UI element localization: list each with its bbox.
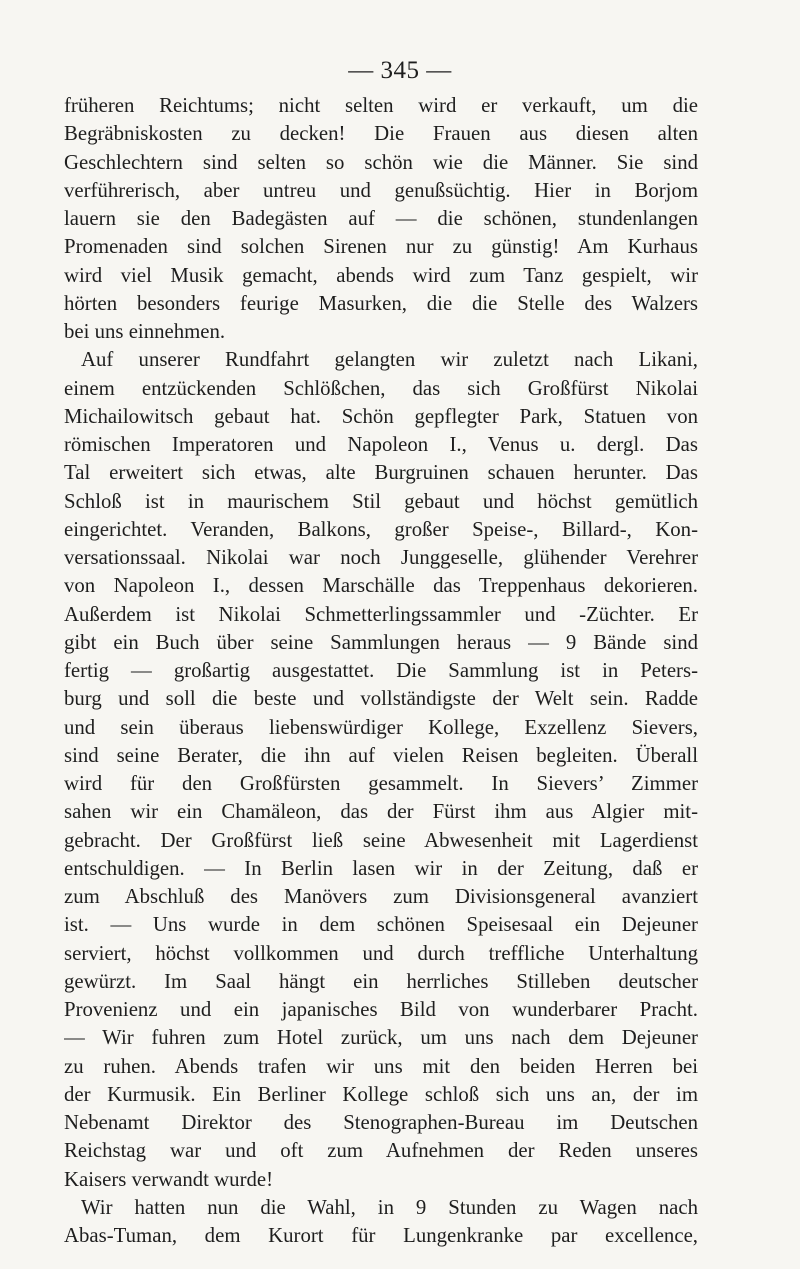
text-line: Außerdem ist Nikolai Schmetterlingssammler und -Züchter. Er xyxy=(64,602,698,626)
text-line: gewürzt. Im Saal hängt ein herrliches Stilleben deutscher xyxy=(64,969,698,993)
text-line: und sein überaus liebenswürdiger Kollege, Exzellenz Sievers, xyxy=(64,715,698,739)
text-line: gebracht. Der Großfürst ließ seine Abwesenheit mit Lagerdienst xyxy=(64,828,698,852)
page-number: — 345 — xyxy=(348,57,452,84)
text-line: fertig — großartig ausgestattet. Die Sammlung ist in Peters- xyxy=(64,659,698,682)
text-line: — Wir fuhren zum Hotel zurück, um uns nach dem Dejeuner xyxy=(64,1026,698,1050)
body-text xyxy=(64,92,698,1250)
text-line: sahen wir ein Chamäleon, das der Fürst ihm aus Algier mit- xyxy=(64,800,698,824)
text-line: gibt ein Buch über seine Sammlungen heraus — 9 Bände sind xyxy=(64,630,698,654)
text-line: Michailowitsch gebaut hat. Schön gepflegter Park, Statuen von xyxy=(64,404,698,428)
text-line: sind seine Berater, die ihn auf vielen Reisen begleiten. Überall xyxy=(64,743,698,767)
text-line: zu ruhen. Abends trafen wir uns mit den beiden Herren bei xyxy=(64,1054,698,1078)
text-line: entschuldigen. — In Berlin lasen wir in der Zeitung, daß er xyxy=(64,856,698,880)
text-line: serviert, höchst vollkommen und durch treffliche Unterhaltung xyxy=(64,941,698,965)
text-line: Begräbniskosten zu decken! Die Frauen aus diesen alten xyxy=(64,122,698,146)
text-line: einem entzückenden Schlößchen, das sich Großfürst Nikolai xyxy=(64,376,698,400)
text-line: verführerisch, aber untreu und genußsüchtig. Hier in Borjom xyxy=(64,178,698,202)
text-line: von Napoleon I., dessen Marschälle das Treppenhaus dekorieren. xyxy=(64,574,698,598)
text-line: hörten besonders feurige Masurken, die die Stelle des Walzers xyxy=(64,291,698,315)
text-line: Geschlechtern sind selten so schön wie die Männer. Sie sind xyxy=(64,150,698,174)
text-line: römischen Imperatoren und Napoleon I., Venus u. dergl. Das xyxy=(64,433,698,456)
text-line: Promenaden sind solchen Sirenen nur zu günstig! Am Kurhaus xyxy=(64,235,698,259)
text-line: wird viel Musik gemacht, abends wird zum Tanz gespielt, wir xyxy=(64,263,698,287)
text-line: der Kurmusik. Ein Berliner Kollege schloß sich uns an, der im xyxy=(64,1082,698,1106)
text-line: bei uns einnehmen. xyxy=(64,320,226,343)
text-line: Reichstag war und oft zum Aufnehmen der Reden unseres xyxy=(64,1139,698,1163)
text-line: Abas-Tuman, dem Kurort für Lungenkranke par excellence, xyxy=(64,1224,698,1247)
text-line: eingerichtet. Veranden, Balkons, großer Speise-, Billard-, Kon- xyxy=(64,517,698,541)
text-line: früheren Reichtums; nicht selten wird er verkauft, um die xyxy=(64,94,698,117)
text-line: Tal erweitert sich etwas, alte Burgruinen schauen herunter. Das xyxy=(64,461,698,485)
text-line: burg und soll die beste und vollständigste der Welt sein. Radde xyxy=(64,687,698,711)
text-line: wird für den Großfürsten gesammelt. In Sievers’ Zimmer xyxy=(64,772,698,795)
text-line: Kaisers verwandt wurde! xyxy=(64,1167,274,1191)
text-line: Nebenamt Direktor des Stenographen-Bureau im Deutschen xyxy=(64,1111,698,1134)
text-line: Auf unserer Rundfahrt gelangten wir zuletzt nach Likani, xyxy=(81,348,698,372)
text-line: versationssaal. Nikolai war noch Junggeselle, glühender Verehrer xyxy=(64,546,698,569)
text-line: zum Abschluß des Manövers zum Divisionsgeneral avanziert xyxy=(64,885,698,908)
text-line: Wir hatten nun die Wahl, in 9 Stunden zu Wagen nach xyxy=(81,1195,698,1219)
text-line: ist. — Uns wurde in dem schönen Speisesaal ein Dejeuner xyxy=(64,913,698,937)
text-line: Provenienz und ein japanisches Bild von wunderbarer Pracht. xyxy=(64,998,698,1021)
text-line: lauern sie den Badegästen auf — die schönen, stundenlangen xyxy=(64,207,698,230)
text-line: Schloß ist in maurischem Stil gebaut und höchst gemütlich xyxy=(64,489,698,513)
